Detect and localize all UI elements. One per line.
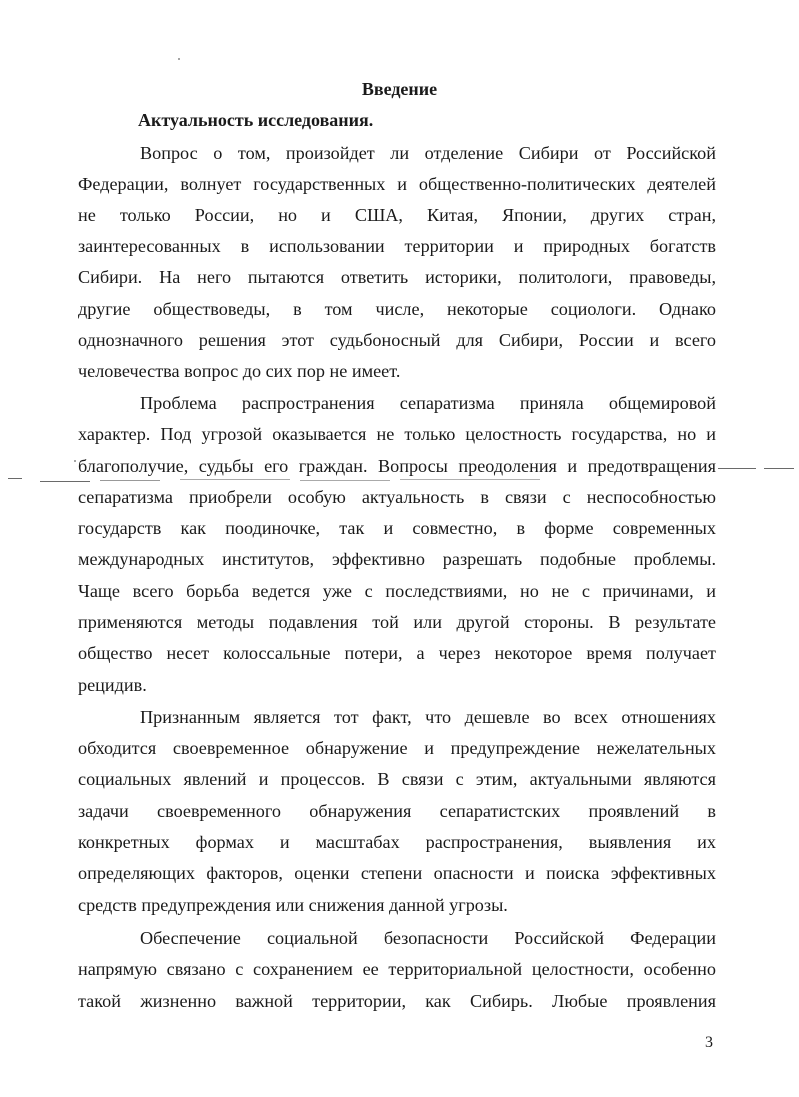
scan-artifact-line [8,478,22,479]
text-line: человечества вопрос до сих пор не имеет. [78,361,401,381]
text-line: Обеспечение социальной безопасности Российской Федерации [140,928,716,948]
scan-artifact-line [764,468,794,469]
scan-artifact-line [400,479,540,480]
section-heading: Актуальность исследования. [138,110,374,130]
scan-speck [178,58,180,60]
text-line: Сибири. На него пытаются ответить историки, политологи, правоведы, [78,267,716,287]
page-number: 3 [705,1034,713,1051]
scan-artifact-line [100,480,160,481]
text-line: рецидив. [78,675,147,695]
text-line: не только России, но и США, Китая, Японии, других стран, [78,205,716,225]
text-line: применяются методы подавления той или другой стороны. В результате [78,612,716,632]
text-line: сепаратизма приобрели особую актуальность в связи с неспособностью [78,487,716,507]
text-line: заинтересованных в использовании территории и природных богатств [78,236,716,256]
text-line: Чаще всего борьба ведется уже с последствиями, но не с причинами, и [78,581,716,601]
text-line: средств предупреждения или снижения данной угрозы. [78,895,508,915]
text-line: такой жизненно важной территории, как Сибирь. Любые проявления [78,991,716,1011]
text-line: Проблема распространения сепаратизма приняла общемировой [140,393,716,413]
text-line: другие обществоведы, в том числе, некоторые социологи. Однако [78,299,716,319]
scan-speck [74,460,76,462]
text-line: государств как поодиночке, так и совместно, в форме современных [78,518,716,538]
text-line: обходится своевременное обнаружение и предупреждение нежелательных [78,738,716,758]
text-line: Вопрос о том, произойдет ли отделение Сибири от Российской [140,143,716,163]
scan-artifact-line [180,479,290,480]
scan-artifact-line [300,480,390,481]
text-line: характер. Под угрозой оказывается не только целостность государства, но и [78,424,716,444]
text-line: однозначного решения этот судьбоносный для Сибири, России и всего [78,330,716,350]
text-line: Федерации, волнует государственных и общественно-политических деятелей [78,174,716,194]
text-line: задачи своевременного обнаружения сепаратистских проявлений в [78,801,716,821]
text-line: социальных явлений и процессов. В связи с этим, актуальными являются [78,769,716,789]
scan-artifact-line [718,468,756,469]
text-line: конкретных формах и масштабах распространения, выявления их [78,832,716,852]
scan-artifact-line [40,481,90,482]
text-line: Признанным является тот факт, что дешевле во всех отношениях [140,707,716,727]
text-line: общество несет колоссальные потери, а через некоторое время получает [78,643,716,663]
text-line: определяющих факторов, оценки степени опасности и поиска эффективных [78,863,716,883]
text-line: благополучие, судьбы его граждан. Вопросы преодоления и предотвращения [78,456,716,476]
text-line: международных институтов, эффективно разрешать подобные проблемы. [78,549,716,569]
page-title: Введение [361,79,438,99]
text-line: напрямую связано с сохранением ее территориальной целостности, особенно [78,959,716,979]
